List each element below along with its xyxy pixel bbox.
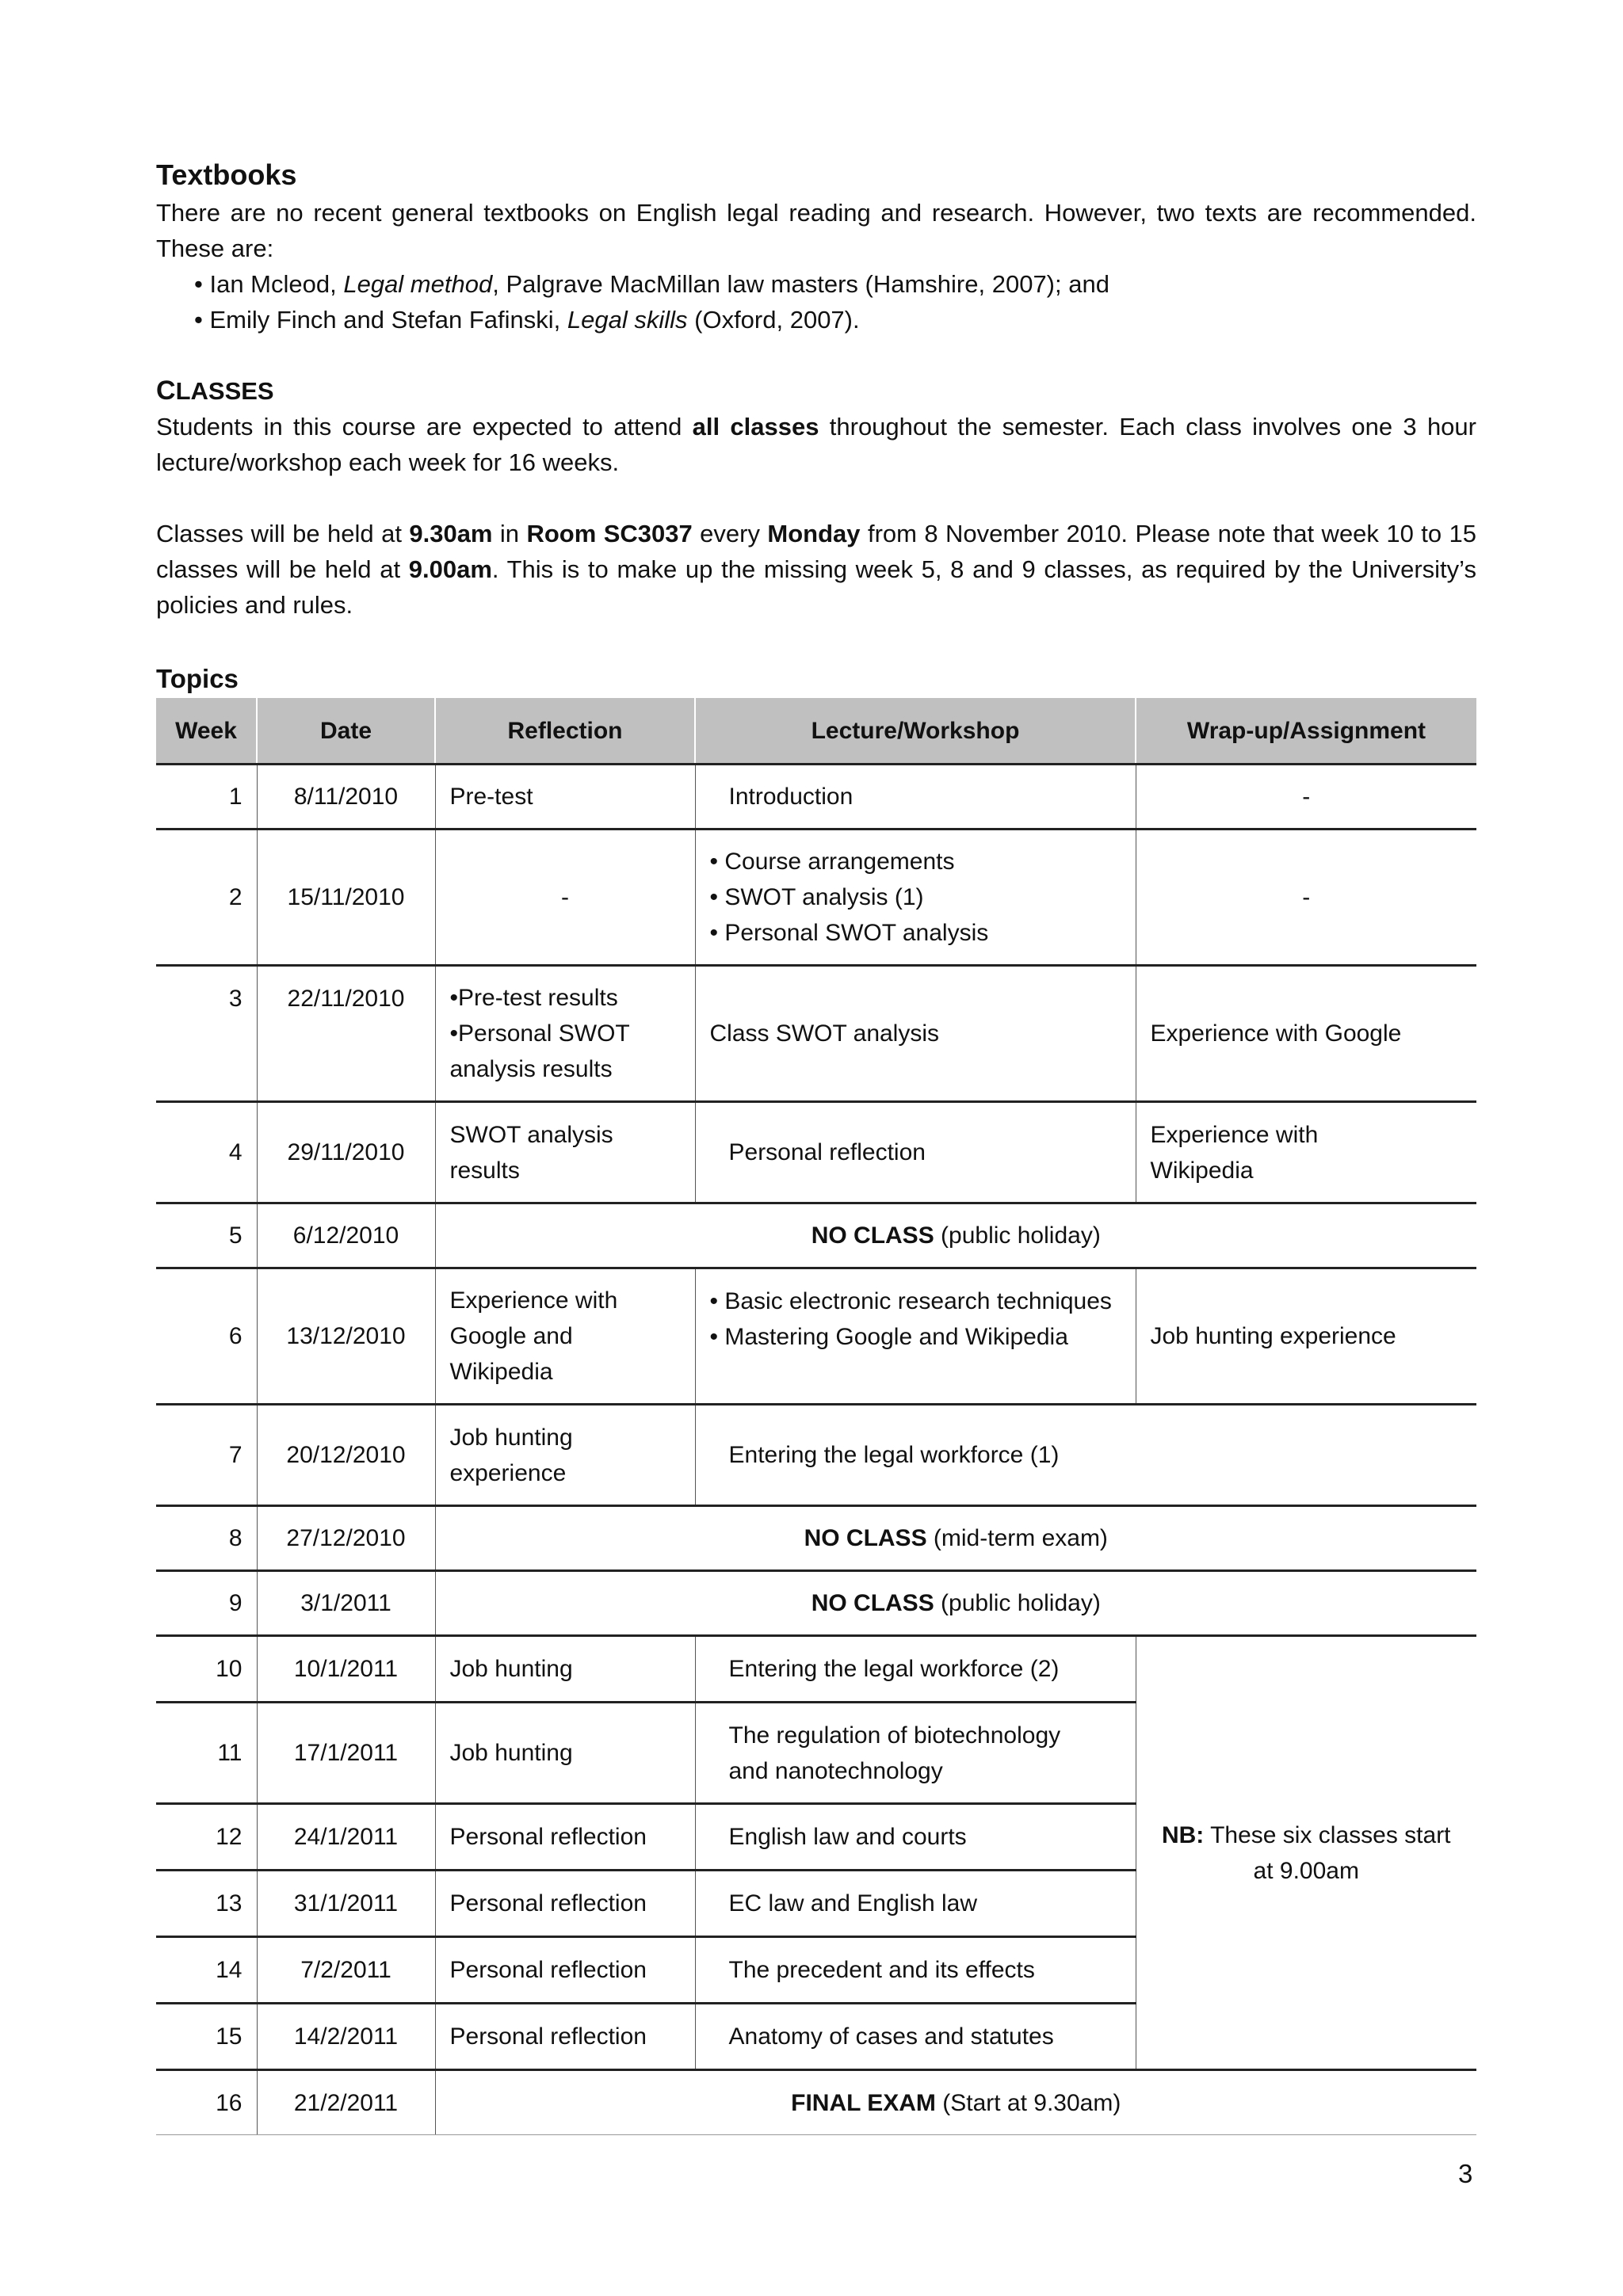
table-row bbox=[156, 1571, 1476, 1636]
final-exam-cell: FINAL EXAM (Start at 9.30am) bbox=[435, 2070, 1476, 2135]
table-row bbox=[156, 2070, 1476, 2135]
topics-table bbox=[156, 698, 1476, 2135]
reflection-cell: Job hunting bbox=[435, 1636, 695, 1703]
reflection-cell: Pre-test bbox=[435, 765, 695, 830]
date-cell: 31/1/2011 bbox=[257, 1871, 435, 1937]
textbook-publisher: (Oxford, 2007). bbox=[687, 306, 860, 334]
lecture-cell: • Course arrangements • SWOT analysis (1) • Personal SWOT analysis bbox=[695, 830, 1136, 966]
table-row bbox=[156, 1405, 1476, 1506]
table-row bbox=[156, 1102, 1476, 1203]
table-row bbox=[156, 1636, 1476, 1703]
date-cell: 17/1/2011 bbox=[257, 1703, 435, 1804]
week-cell: 5 bbox=[156, 1203, 257, 1268]
no-class-cell: NO CLASS (mid-term exam) bbox=[435, 1506, 1476, 1571]
date-cell: 3/1/2011 bbox=[257, 1571, 435, 1636]
no-class-cell: NO CLASS (public holiday) bbox=[435, 1571, 1476, 1636]
table-row bbox=[156, 1268, 1476, 1405]
reflection-cell: Personal reflection bbox=[435, 2004, 695, 2070]
classes-heading-rest: LASSES bbox=[175, 377, 274, 405]
date-cell: 24/1/2011 bbox=[257, 1804, 435, 1871]
week-cell: 7 bbox=[156, 1405, 257, 1506]
reflection-cell: - bbox=[435, 830, 695, 966]
table-row bbox=[156, 1203, 1476, 1268]
reflection-cell: Personal reflection bbox=[435, 1871, 695, 1937]
document-page bbox=[156, 155, 1476, 2135]
textbooks-intro: There are no recent general textbooks on English legal reading and research. However, two texts are recommended. These are: bbox=[156, 199, 1476, 262]
week-cell: 2 bbox=[156, 830, 257, 966]
date-cell: 21/2/2011 bbox=[257, 2070, 435, 2135]
table-row bbox=[156, 830, 1476, 966]
textbooks-heading: Textbooks bbox=[156, 158, 297, 191]
date-cell: 29/11/2010 bbox=[257, 1102, 435, 1203]
lecture-cell: • Basic electronic research techniques • Mastering Google and Wikipedia bbox=[695, 1268, 1136, 1405]
date-cell: 20/12/2010 bbox=[257, 1405, 435, 1506]
week-cell: 8 bbox=[156, 1506, 257, 1571]
reflection-cell: Job hunting bbox=[435, 1703, 695, 1804]
date-cell: 6/12/2010 bbox=[257, 1203, 435, 1268]
header-reflection: Reflection bbox=[435, 698, 695, 765]
lecture-cell: English law and courts bbox=[695, 1804, 1136, 1871]
textbook-item bbox=[194, 266, 1476, 302]
lecture-cell: Entering the legal workforce (1) bbox=[695, 1405, 1476, 1506]
week-cell: 9 bbox=[156, 1571, 257, 1636]
date-cell: 15/11/2010 bbox=[257, 830, 435, 966]
week-cell: 13 bbox=[156, 1871, 257, 1937]
week-cell: 10 bbox=[156, 1636, 257, 1703]
table-header-row bbox=[156, 698, 1476, 765]
classes-paragraph-1: Students in this course are expected to attend all classes throughout the semester. Each class involves one 3 hour lecture/workshop each week for 16 weeks. bbox=[156, 413, 1476, 476]
lecture-cell: The precedent and its effects bbox=[695, 1937, 1136, 2004]
lecture-cell: Entering the legal workforce (2) bbox=[695, 1636, 1136, 1703]
week-cell: 14 bbox=[156, 1937, 257, 2004]
no-class-cell: NO CLASS (public holiday) bbox=[435, 1203, 1476, 1268]
week-cell: 4 bbox=[156, 1102, 257, 1203]
textbook-author: Ian Mcleod, bbox=[209, 270, 344, 298]
date-cell: 13/12/2010 bbox=[257, 1268, 435, 1405]
lecture-cell: The regulation of biotechnology and nanotechnology bbox=[695, 1703, 1136, 1804]
reflection-cell: Personal reflection bbox=[435, 1804, 695, 1871]
table-row bbox=[156, 765, 1476, 830]
header-week: Week bbox=[156, 698, 257, 765]
header-wrap: Wrap-up/Assignment bbox=[1136, 698, 1476, 765]
week-cell: 3 bbox=[156, 966, 257, 1102]
reflection-cell: Job hunting experience bbox=[435, 1405, 695, 1506]
week-cell: 6 bbox=[156, 1268, 257, 1405]
topics-heading: Topics bbox=[156, 664, 239, 693]
classes-heading-initial: C bbox=[156, 376, 176, 406]
reflection-cell: Personal reflection bbox=[435, 1937, 695, 2004]
week-cell: 15 bbox=[156, 2004, 257, 2070]
table-row bbox=[156, 1506, 1476, 1571]
week-cell: 12 bbox=[156, 1804, 257, 1871]
reflection-cell: Experience with Google and Wikipedia bbox=[435, 1268, 695, 1405]
week-cell: 16 bbox=[156, 2070, 257, 2135]
wrap-cell: - bbox=[1136, 765, 1476, 830]
wrap-cell: - bbox=[1136, 830, 1476, 966]
textbooks-list bbox=[156, 266, 1476, 338]
lecture-cell: EC law and English law bbox=[695, 1871, 1136, 1937]
textbook-publisher: , Palgrave MacMillan law masters (Hamshire, 2007); and bbox=[492, 270, 1109, 298]
textbook-title: Legal method bbox=[343, 270, 493, 298]
lecture-cell: Personal reflection bbox=[695, 1102, 1136, 1203]
table-row bbox=[156, 966, 1476, 1102]
date-cell: 7/2/2011 bbox=[257, 1937, 435, 2004]
date-cell: 10/1/2011 bbox=[257, 1636, 435, 1703]
wrap-cell: Job hunting experience bbox=[1136, 1268, 1476, 1405]
classes-heading bbox=[156, 373, 1476, 409]
textbook-item bbox=[194, 302, 1476, 338]
wrap-cell: Experience with Google bbox=[1136, 966, 1476, 1102]
nb-note-cell: NB: These six classes start at 9.00am bbox=[1136, 1636, 1476, 2070]
textbook-author: Emily Finch and Stefan Fafinski, bbox=[209, 306, 567, 334]
page-number: 3 bbox=[1458, 2159, 1473, 2188]
date-cell: 8/11/2010 bbox=[257, 765, 435, 830]
date-cell: 22/11/2010 bbox=[257, 966, 435, 1102]
lecture-cell: Introduction bbox=[695, 765, 1136, 830]
lecture-cell: Anatomy of cases and statutes bbox=[695, 2004, 1136, 2070]
wrap-cell: Experience with Wikipedia bbox=[1136, 1102, 1476, 1203]
week-cell: 1 bbox=[156, 765, 257, 830]
date-cell: 27/12/2010 bbox=[257, 1506, 435, 1571]
week-cell: 11 bbox=[156, 1703, 257, 1804]
reflection-cell: SWOT analysis results bbox=[435, 1102, 695, 1203]
classes-paragraph-2: Classes will be held at 9.30am in Room SC3037 every Monday from 8 November 2010. Please note that week 10 to 15 classes will be held at 9.00am. This is to make up the missing week 5, 8 and 9 classes, as required by the University’s policies and rules. bbox=[156, 520, 1477, 619]
header-date: Date bbox=[257, 698, 435, 765]
textbook-title: Legal skills bbox=[567, 306, 688, 334]
header-lecture: Lecture/Workshop bbox=[695, 698, 1136, 765]
reflection-cell: •Pre-test results •Personal SWOT analysis results bbox=[435, 966, 695, 1102]
date-cell: 14/2/2011 bbox=[257, 2004, 435, 2070]
lecture-cell: Class SWOT analysis bbox=[695, 966, 1136, 1102]
